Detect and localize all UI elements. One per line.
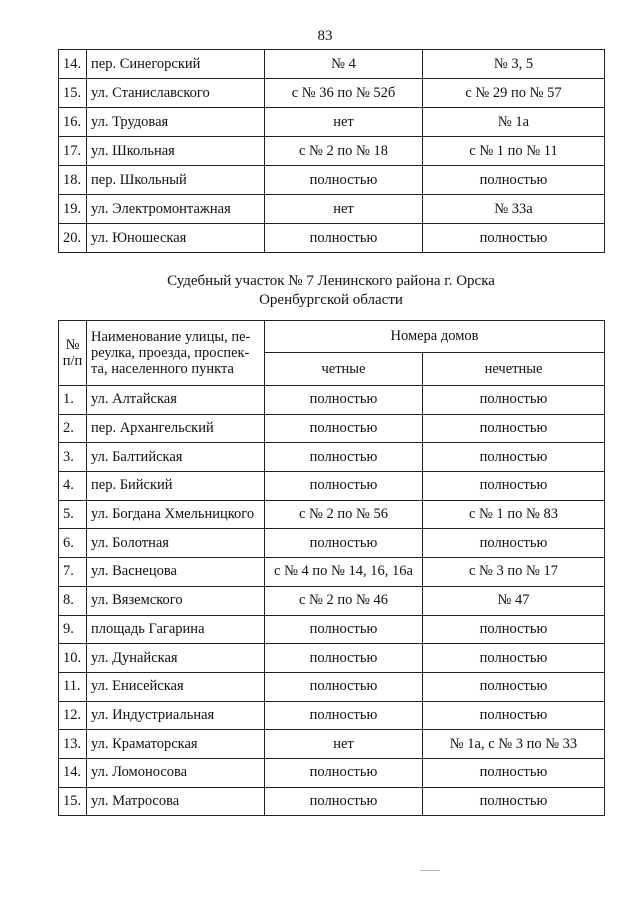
- table-row: [59, 443, 605, 472]
- street-name: ул. Балтийская: [87, 443, 265, 472]
- even-houses: полностью: [265, 701, 423, 730]
- even-houses: полностью: [265, 787, 423, 816]
- odd-houses: полностью: [423, 644, 605, 673]
- table-row: [59, 472, 605, 501]
- row-number: 15.: [59, 787, 87, 816]
- row-number: 14.: [59, 758, 87, 787]
- table-row: [59, 137, 605, 166]
- section-title: [58, 272, 604, 310]
- row-number: 13.: [59, 730, 87, 759]
- street-name: ул. Ломоносова: [87, 758, 265, 787]
- row-number: 1.: [59, 386, 87, 415]
- row-number: 4.: [59, 472, 87, 501]
- street-name: ул. Трудовая: [87, 108, 265, 137]
- header-number: [59, 321, 87, 386]
- page-number: 83: [317, 28, 333, 44]
- even-houses: нет: [265, 730, 423, 759]
- even-houses: полностью: [265, 529, 423, 558]
- header-street-name: [87, 321, 265, 386]
- even-houses: полностью: [265, 672, 423, 701]
- section-title-line1: Судебный участок № 7 Ленинского района г. Орска: [167, 273, 495, 289]
- street-name: ул. Алтайская: [87, 386, 265, 415]
- even-houses: нет: [265, 195, 423, 224]
- odd-houses: полностью: [423, 672, 605, 701]
- odd-houses: полностью: [423, 472, 605, 501]
- table-row: [59, 224, 605, 253]
- table-row: [59, 108, 605, 137]
- odd-houses: полностью: [423, 443, 605, 472]
- even-houses: нет: [265, 108, 423, 137]
- even-houses: с № 2 по № 46: [265, 586, 423, 615]
- row-number: 2.: [59, 414, 87, 443]
- row-number: 6.: [59, 529, 87, 558]
- table-row: [59, 195, 605, 224]
- table-row: [59, 758, 605, 787]
- odd-houses: с № 29 по № 57: [423, 79, 605, 108]
- table-row: [59, 50, 605, 79]
- row-number: 11.: [59, 672, 87, 701]
- odd-houses: с № 1 по № 83: [423, 500, 605, 529]
- header-name-line2: реулка, проезда, проспек-: [91, 345, 250, 361]
- even-houses: полностью: [265, 224, 423, 253]
- street-name: пер. Бийский: [87, 472, 265, 501]
- odd-houses: полностью: [423, 787, 605, 816]
- table-row: [59, 672, 605, 701]
- odd-houses: с № 3 по № 17: [423, 558, 605, 587]
- table-row: [59, 730, 605, 759]
- row-number: 14.: [59, 50, 87, 79]
- even-houses: с № 36 по № 52б: [265, 79, 423, 108]
- street-name: ул. Станиславского: [87, 79, 265, 108]
- table-row: [59, 79, 605, 108]
- header-odd: нечетные: [423, 353, 605, 386]
- row-number: 15.: [59, 79, 87, 108]
- even-houses: полностью: [265, 386, 423, 415]
- even-houses: полностью: [265, 615, 423, 644]
- street-name: ул. Богдана Хмельницкого: [87, 500, 265, 529]
- street-name: ул. Электромонтажная: [87, 195, 265, 224]
- table-row: [59, 414, 605, 443]
- table-row: [59, 558, 605, 587]
- street-name: ул. Матросова: [87, 787, 265, 816]
- row-number: 3.: [59, 443, 87, 472]
- table-row: [59, 644, 605, 673]
- row-number: 5.: [59, 500, 87, 529]
- table-row: [59, 529, 605, 558]
- odd-houses: полностью: [423, 166, 605, 195]
- row-number: 10.: [59, 644, 87, 673]
- even-houses: полностью: [265, 166, 423, 195]
- street-name: ул. Школьная: [87, 137, 265, 166]
- header-name-line3: та, населенного пункта: [91, 361, 234, 377]
- table-row: [59, 500, 605, 529]
- street-name: пер. Школьный: [87, 166, 265, 195]
- odd-houses: № 1а: [423, 108, 605, 137]
- even-houses: с № 2 по № 18: [265, 137, 423, 166]
- streets-table-section-7: [58, 320, 605, 816]
- scan-mark: [420, 870, 440, 871]
- odd-houses: № 1а, с № 3 по № 33: [423, 730, 605, 759]
- odd-houses: полностью: [423, 224, 605, 253]
- table-row: [59, 701, 605, 730]
- row-number: 20.: [59, 224, 87, 253]
- odd-houses: полностью: [423, 758, 605, 787]
- header-number-line1: №: [65, 337, 80, 353]
- odd-houses: полностью: [423, 386, 605, 415]
- table-row: [59, 615, 605, 644]
- section-title-line2: Оренбургской области: [259, 292, 403, 308]
- row-number: 18.: [59, 166, 87, 195]
- street-name: ул. Енисейская: [87, 672, 265, 701]
- row-number: 16.: [59, 108, 87, 137]
- odd-houses: № 33а: [423, 195, 605, 224]
- table-row: [59, 386, 605, 415]
- even-houses: № 4: [265, 50, 423, 79]
- table-row: [59, 166, 605, 195]
- even-houses: полностью: [265, 414, 423, 443]
- street-name: пер. Синегорский: [87, 50, 265, 79]
- street-name: ул. Юношеская: [87, 224, 265, 253]
- even-houses: полностью: [265, 443, 423, 472]
- even-houses: полностью: [265, 758, 423, 787]
- row-number: 12.: [59, 701, 87, 730]
- row-number: 19.: [59, 195, 87, 224]
- odd-houses: полностью: [423, 414, 605, 443]
- odd-houses: № 47: [423, 586, 605, 615]
- street-name: ул. Вяземского: [87, 586, 265, 615]
- street-name: ул. Болотная: [87, 529, 265, 558]
- even-houses: полностью: [265, 644, 423, 673]
- streets-table-continued: [58, 49, 605, 253]
- odd-houses: № 3, 5: [423, 50, 605, 79]
- header-even: четные: [265, 353, 423, 386]
- even-houses: полностью: [265, 472, 423, 501]
- odd-houses: полностью: [423, 615, 605, 644]
- table-row: [59, 787, 605, 816]
- even-houses: с № 4 по № 14, 16, 16а: [265, 558, 423, 587]
- header-house-numbers: Номера домов: [265, 321, 605, 353]
- row-number: 8.: [59, 586, 87, 615]
- street-name: ул. Дунайская: [87, 644, 265, 673]
- even-houses: с № 2 по № 56: [265, 500, 423, 529]
- odd-houses: полностью: [423, 529, 605, 558]
- street-name: площадь Гагарина: [87, 615, 265, 644]
- street-name: пер. Архангельский: [87, 414, 265, 443]
- row-number: 9.: [59, 615, 87, 644]
- street-name: ул. Васнецова: [87, 558, 265, 587]
- row-number: 17.: [59, 137, 87, 166]
- street-name: ул. Индустриальная: [87, 701, 265, 730]
- row-number: 7.: [59, 558, 87, 587]
- header-number-line2: п/п: [62, 353, 83, 369]
- street-name: ул. Краматорская: [87, 730, 265, 759]
- odd-houses: полностью: [423, 701, 605, 730]
- header-name-line1: Наименование улицы, пе-: [91, 329, 251, 345]
- table-row: [59, 586, 605, 615]
- odd-houses: с № 1 по № 11: [423, 137, 605, 166]
